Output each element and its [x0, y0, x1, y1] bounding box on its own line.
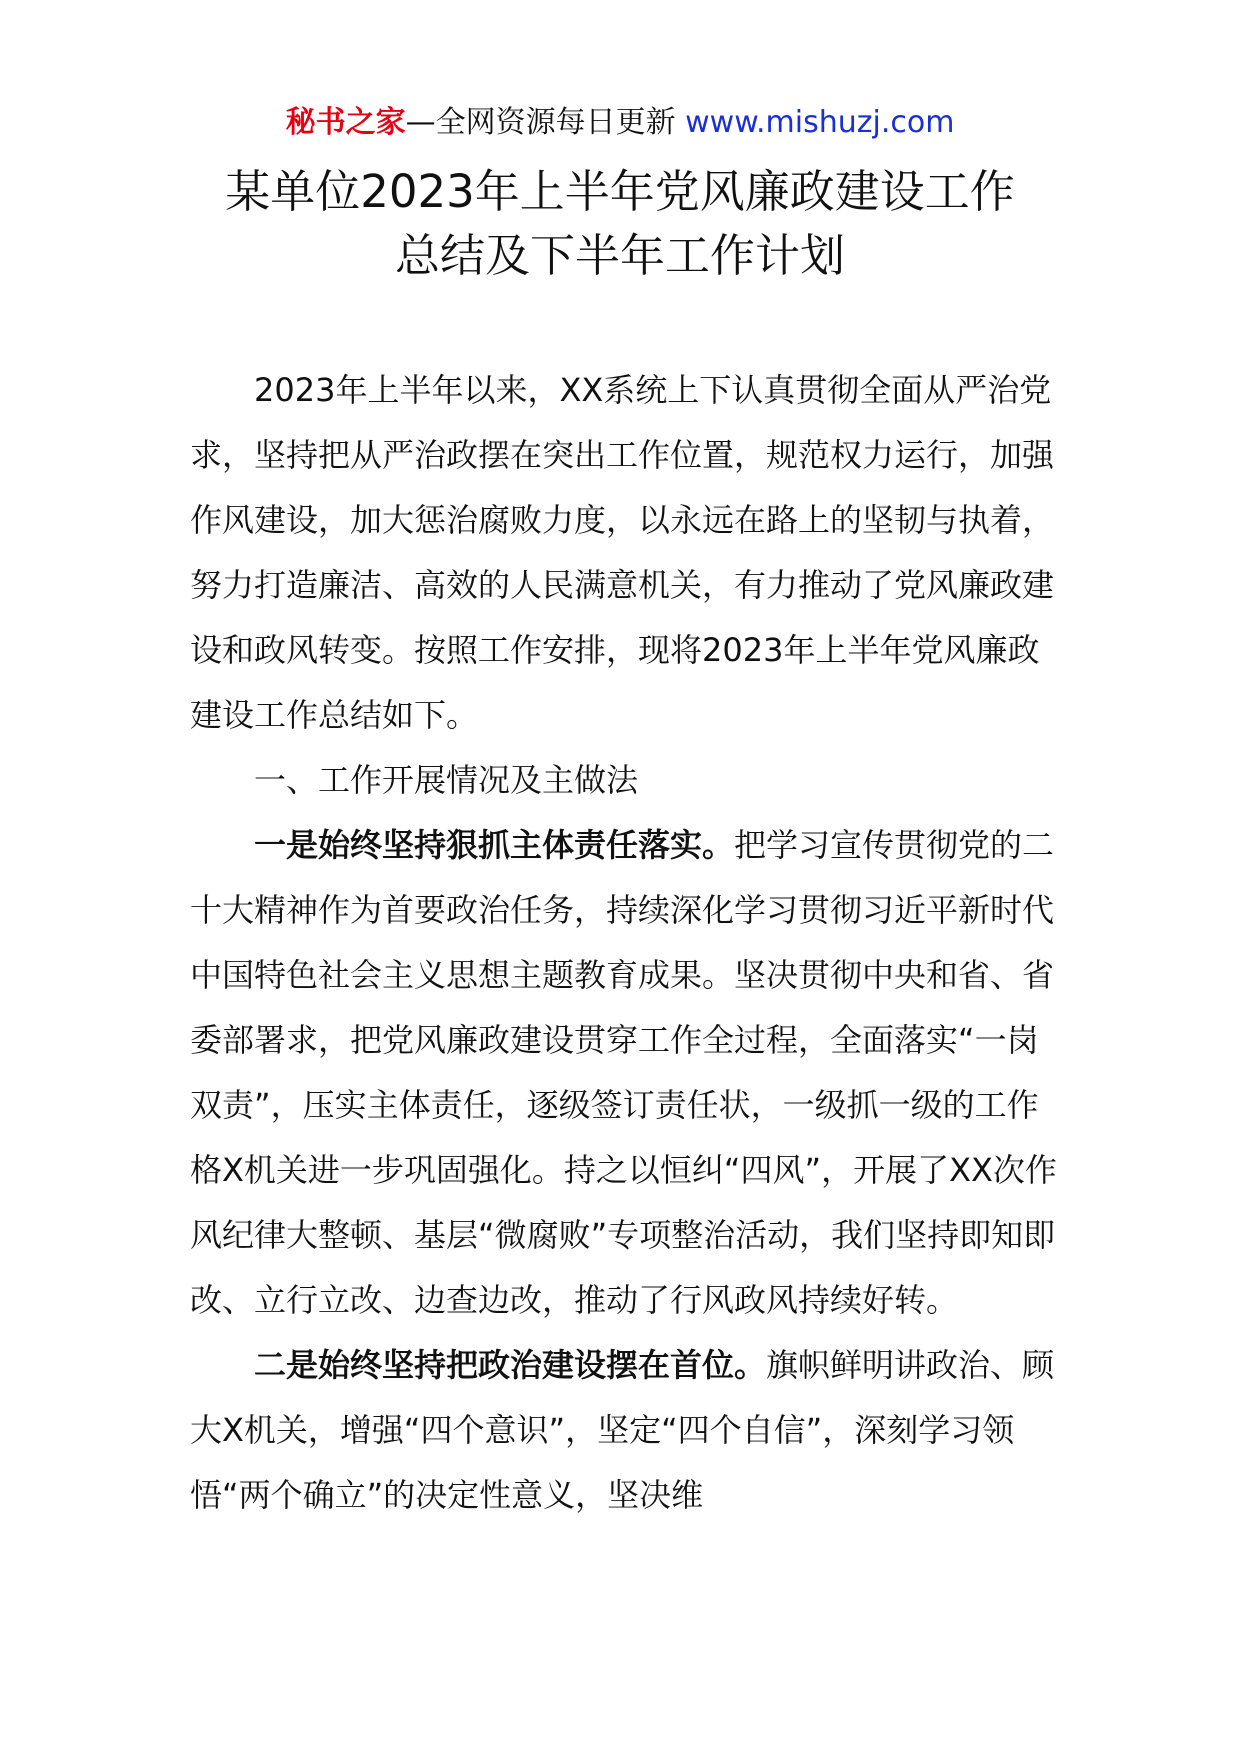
intro-paragraph: 2023年上半年以来，XX系统上下认真贯彻全面从严治党求，坚持把从严治政摆在突出工作位置，规范权力运行，加强作风建设，加大惩治腐败力度，以永远在路上的坚韧与执着，努力打造廉洁、高效的人民满意机关，有力推动了党风廉政建设和政风转变。按照工作安排，现将2023年上半年党风廉政建设工作总结如下。: [190, 371, 1055, 734]
point-1-lead: 一是始终坚持狠抓主体责任落实。: [254, 826, 735, 864]
point-1-text: 把学习宣传贯彻党的二十大精神作为首要政治任务，持续深化学习贯彻习近平新时代中国特色社会主义思想主题教育成果。坚决贯彻中央和省、省委部署求，把党风廉政建设贯穿工作全过程，全面落实“一岗双责”，压实主体责任，逐级签订责任状，一级抓一级的工作格X机关进一步巩固强化。持之以恒纠“四风”，开展了XX次作风纪律大整顿、基层“微腐败”专项整治活动，我们坚持即知即改、立行立改、边查边改，推动了行风政风持续好转。: [190, 826, 1057, 1319]
point-2-paragraph: [190, 1333, 1062, 1528]
point-2-text: 旗帜鲜明讲政治、顾大X机关，增强“四个意识”，坚定“四个自信”，深刻学习领悟“两个确立”的决定性意义，坚决维: [190, 1346, 1055, 1514]
brand-name: 秘书之家: [285, 105, 406, 140]
document-body: [190, 358, 1062, 1528]
section-heading: 一、工作开展情况及主做法: [254, 761, 639, 799]
point-1-paragraph: [190, 813, 1062, 1333]
header-tagline: —全网资源每日更新: [405, 105, 686, 140]
point-2-lead: 二是始终坚持把政治建设摆在首位。: [254, 1346, 767, 1384]
document-title: [0, 160, 1240, 288]
site-url-link[interactable]: www.mishuzj.com: [685, 105, 955, 140]
site-header: [0, 103, 1240, 143]
title-line-1: 某单位2023年上半年党风廉政建设工作: [225, 165, 1015, 218]
title-line-2: 总结及下半年工作计划: [394, 229, 845, 282]
